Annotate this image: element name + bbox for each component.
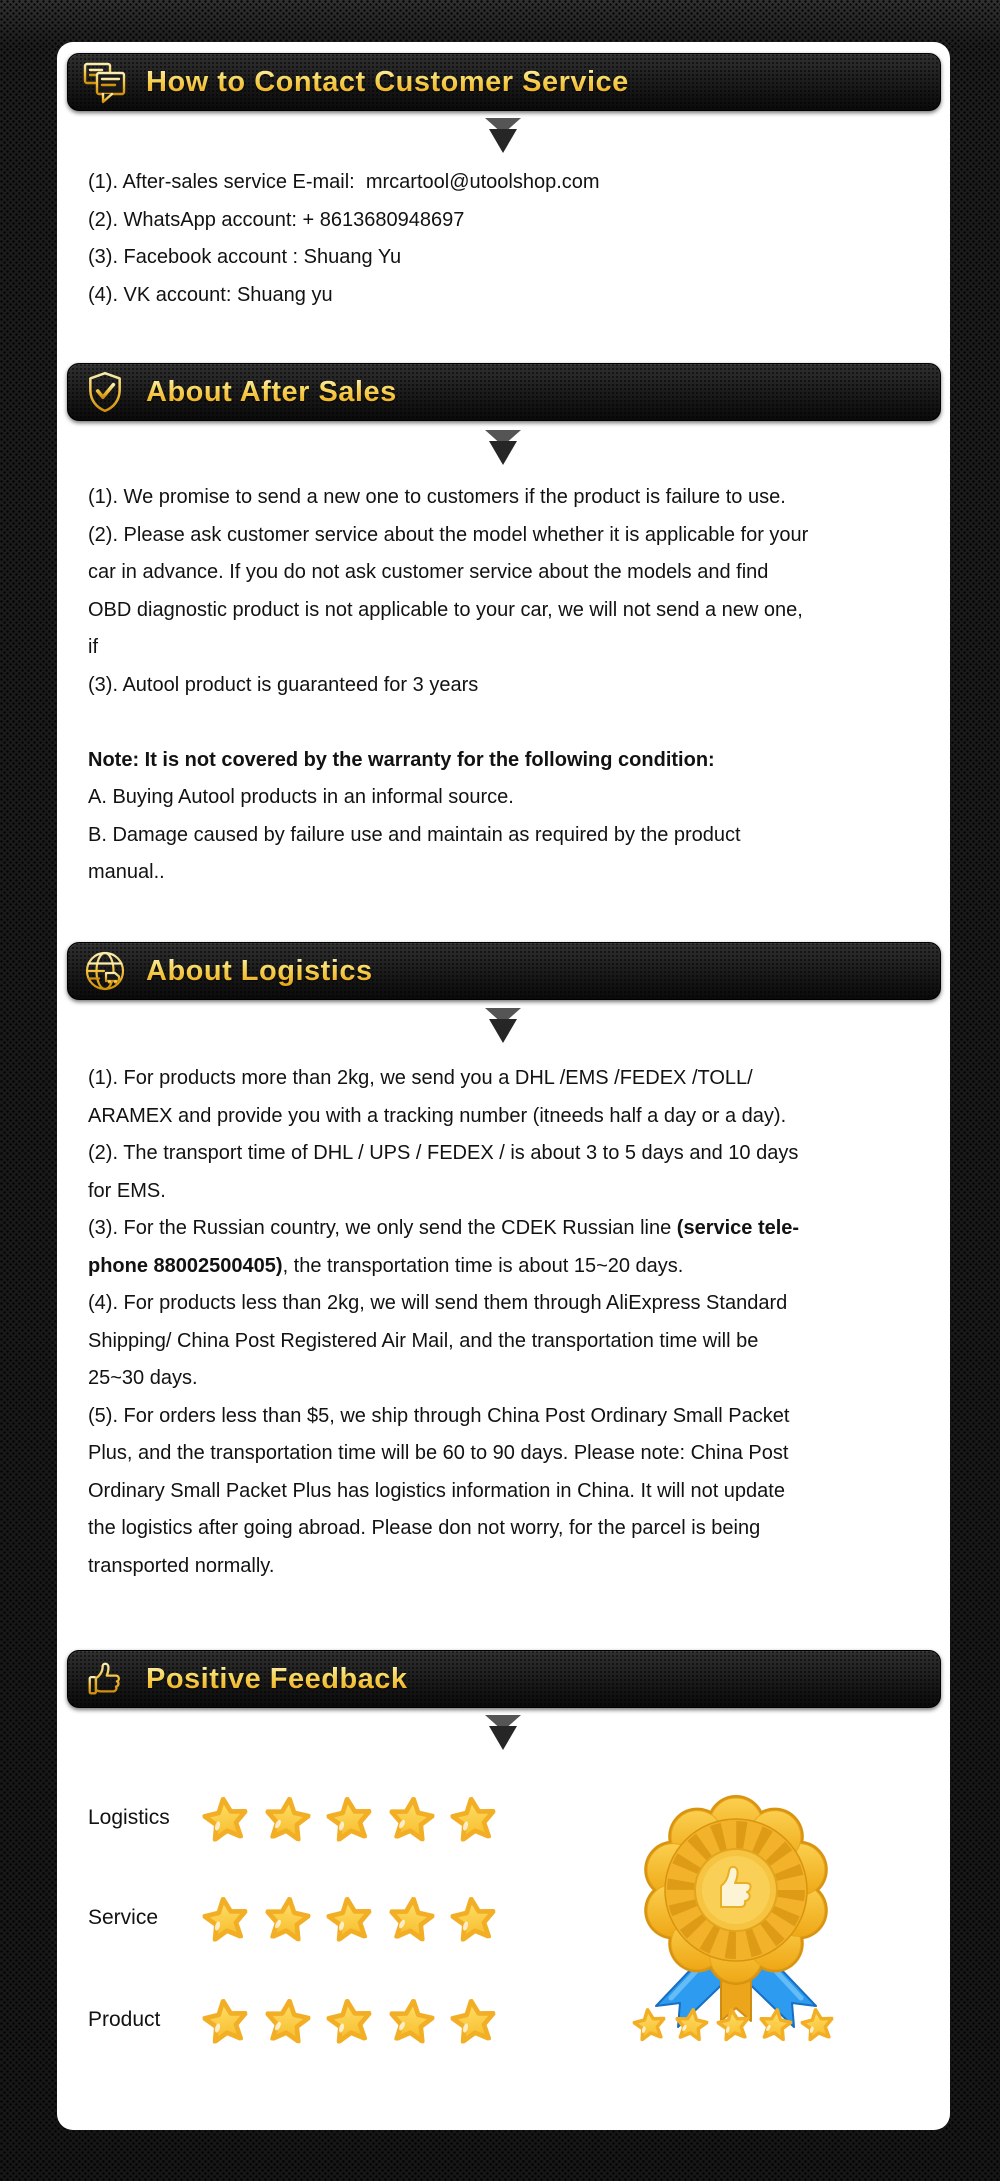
text-line: car in advance. If you do not ask customer service about the models and find	[88, 561, 769, 583]
text-line: the logistics after going abroad. Please don not worry, for the parcel is being	[88, 1517, 761, 1539]
down-arrow-icon	[483, 1008, 523, 1043]
text-line: ARAMEX and provide you with a tracking number (itneeds half a day or a day).	[88, 1104, 787, 1127]
star-rating	[203, 1999, 496, 2042]
text-line: (3). Autool product is guaranteed for 3 years	[88, 673, 479, 696]
text-line: Plus, and the transportation time will be 60 to 90 days. Please note: China Post	[88, 1442, 789, 1464]
text-line: Ordinary Small Packet Plus has logistics information in China. It will not update	[88, 1479, 785, 1502]
section-title-feedback: Positive Feedback	[146, 1662, 408, 1695]
text-line: Shipping/ China Post Registered Air Mail, and the transportation time will be	[88, 1329, 759, 1352]
text-line: B. Damage caused by failure use and maintain as required by the product	[88, 823, 741, 846]
thumbs-up-icon	[82, 1656, 128, 1702]
text-line: A. Buying Autool products in an informal source.	[88, 786, 514, 808]
star-icon	[387, 1794, 436, 1841]
down-arrow-icon	[483, 1715, 523, 1750]
text-line: (3). For the Russian country, we only send the CDEK Russian line (service tele-	[88, 1217, 800, 1239]
section-header-logistics	[67, 942, 941, 1000]
star-icon	[799, 2006, 836, 2042]
logistics-text-block	[88, 1060, 799, 1585]
text-line: OBD diagnostic product is not applicable to your car, we will not send a new one,	[88, 598, 803, 621]
star-icon	[757, 2006, 794, 2042]
award-medal	[641, 1793, 831, 2033]
text-line: (5). For orders less than $5, we ship through China Post Ordinary Small Packet	[88, 1404, 790, 1427]
star-rating	[203, 1797, 496, 1840]
star-icon	[449, 1894, 499, 1942]
section-title-contact: How to Contact Customer Service	[146, 65, 629, 98]
star-icon	[201, 1794, 251, 1842]
text-line: (4). VK account: Shuang yu	[88, 283, 333, 306]
star-icon	[387, 1894, 436, 1941]
section-title-logistics: About Logistics	[146, 954, 373, 987]
star-icon	[325, 1996, 375, 2044]
text-line: (4). For products less than 2kg, we will send them through AliExpress Standard	[88, 1292, 788, 1314]
section-title-after-sales: About After Sales	[146, 375, 397, 408]
text-line: Note: It is not covered by the warranty for the following condition:	[88, 748, 715, 771]
text-line: 25~30 days.	[88, 1367, 198, 1389]
text-line: (1). For products more than 2kg, we send you a DHL /EMS /FEDEX /TOLL/	[88, 1067, 753, 1089]
section-header-contact	[67, 53, 941, 111]
down-arrow-icon	[483, 118, 523, 153]
star-rating	[203, 1897, 496, 1940]
star-icon	[387, 1996, 436, 2043]
text-line: for EMS.	[88, 1179, 166, 1202]
text-line: (2). The transport time of DHL / UPS / FEDEX / is about 3 to 5 days and 10 days	[88, 1142, 799, 1164]
text-line: manual..	[88, 861, 165, 883]
text-line: if	[88, 636, 98, 658]
text-line: (1). We promise to send a new one to customers if the product is failure to use.	[88, 486, 786, 508]
star-icon	[263, 1894, 312, 1941]
globe-shipping-icon	[82, 948, 128, 994]
text-line: (2). WhatsApp account: + 8613680948697	[88, 208, 465, 231]
rating-label: Product	[88, 2008, 161, 2031]
star-icon	[449, 1996, 499, 2044]
chat-bubbles-icon	[82, 59, 128, 105]
star-icon	[673, 2006, 710, 2042]
text-line: phone 88002500405), the transportation time is about 15~20 days.	[88, 1254, 684, 1277]
rating-label: Logistics	[88, 1806, 170, 1829]
text-line: (3). Facebook account : Shuang Yu	[88, 246, 402, 268]
star-icon	[631, 2006, 668, 2042]
rating-label: Service	[88, 1906, 159, 1929]
star-icon	[263, 1996, 312, 2043]
star-icon	[201, 1894, 251, 1942]
section-header-feedback	[67, 1650, 941, 1708]
star-icon	[449, 1794, 499, 1842]
rating-row-product	[88, 1997, 496, 2043]
text-line	[88, 704, 808, 742]
rating-row-logistics	[88, 1795, 496, 1841]
text-line: (1). After-sales service E-mail: mrcartool@utoolshop.com	[88, 171, 600, 193]
star-icon	[715, 2006, 752, 2042]
section-header-after-sales	[67, 363, 941, 421]
shield-check-icon	[82, 369, 128, 415]
medal-stars	[633, 2008, 834, 2040]
text-line: (2). Please ask customer service about the model whether it is applicable for your	[88, 523, 809, 546]
after-sales-text-block	[88, 479, 808, 892]
star-icon	[325, 1794, 375, 1842]
content-card	[57, 42, 950, 2130]
rating-row-service	[88, 1895, 496, 1941]
down-arrow-icon	[483, 430, 523, 465]
text-line: transported normally.	[88, 1554, 275, 1577]
star-icon	[201, 1996, 251, 2044]
star-icon	[325, 1894, 375, 1942]
contact-text-block	[88, 164, 600, 314]
star-icon	[263, 1794, 312, 1841]
